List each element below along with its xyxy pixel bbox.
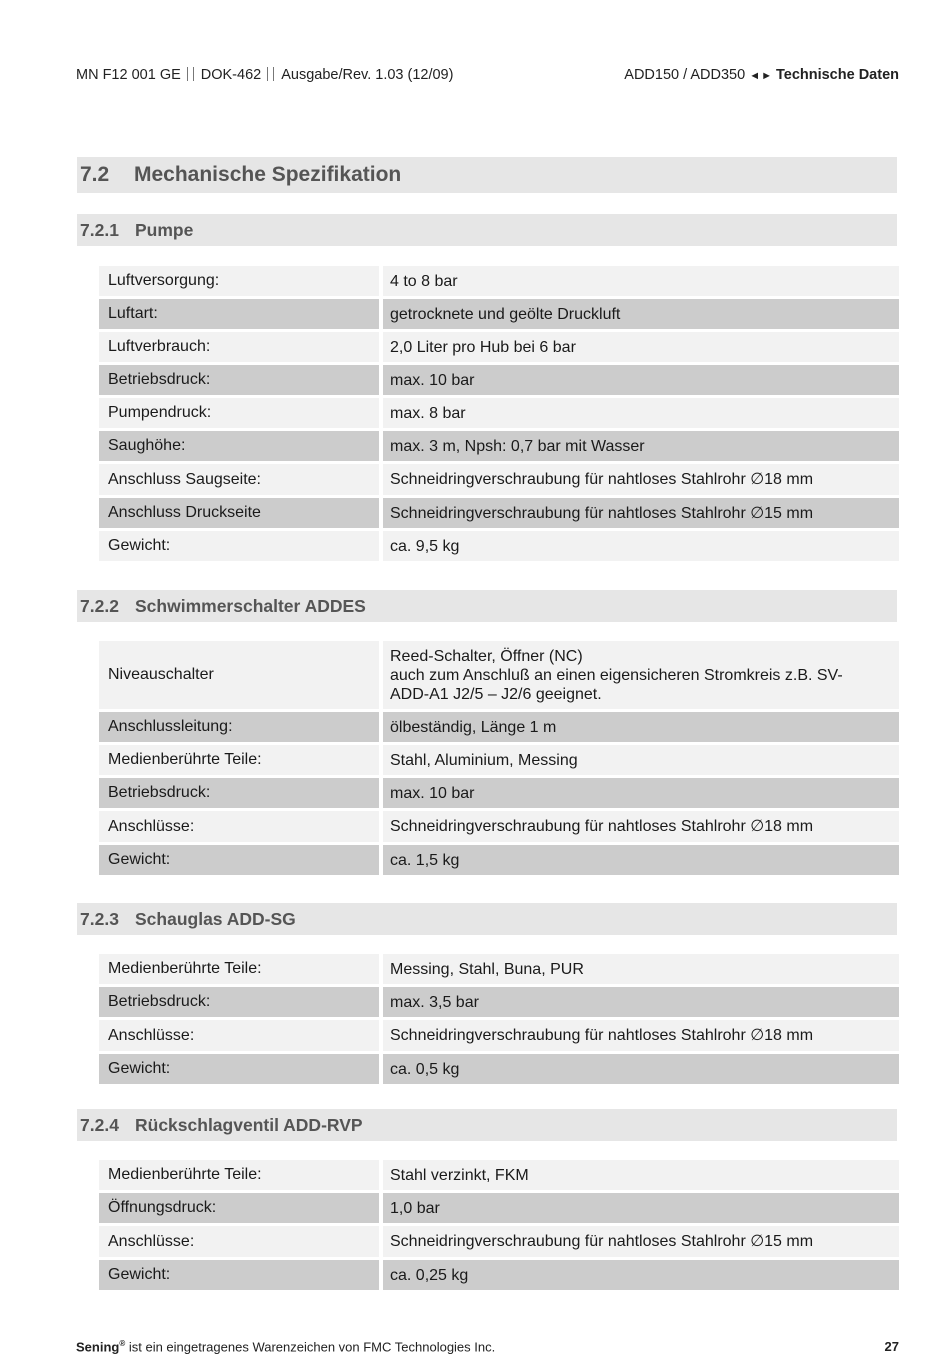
row-label: Luftart:: [99, 299, 379, 329]
row-value: max. 3 m, Npsh: 0,7 bar mit Wasser: [383, 431, 899, 461]
value-line: auch zum Anschluß an einen eigensicheren Stromkreis z.B. SV-: [390, 667, 843, 684]
header-section-info: [624, 67, 899, 83]
row-label: Gewicht:: [99, 1054, 379, 1084]
separator: [267, 67, 274, 81]
value-line: ADD-A1 J2/5 – J2/6 geeignet.: [390, 686, 602, 703]
main-heading: [77, 157, 897, 193]
row-label: Anschluss Saugseite:: [99, 464, 379, 495]
row-value: max. 10 bar: [383, 778, 899, 808]
heading-number: 7.2.2: [80, 595, 119, 616]
arrows-icon: ◄►: [749, 70, 773, 82]
heading-title: Rückschlagventil ADD-RVP: [135, 1114, 363, 1135]
row-value: Schneidringverschraubung für nahtloses Stahlrohr ∅18 mm: [383, 811, 899, 842]
row-value: Schneidringverschraubung für nahtloses Stahlrohr ∅18 mm: [383, 1020, 899, 1051]
section-heading-pumpe: [77, 214, 897, 246]
row-label: Saughöhe:: [99, 431, 379, 461]
row-value: [383, 641, 899, 709]
row-value: max. 3,5 bar: [383, 987, 899, 1017]
section-heading-rueckschlagventil: [77, 1109, 897, 1141]
doc-revision: Ausgabe/Rev. 1.03 (12/09): [281, 67, 454, 83]
table-row: [99, 954, 899, 984]
heading-number: 7.2.3: [80, 908, 119, 929]
row-label: Medienberührte Teile:: [99, 745, 379, 775]
row-value: 2,0 Liter pro Hub bei 6 bar: [383, 332, 899, 362]
row-label: Öffnungsdruck:: [99, 1193, 379, 1223]
table-row: [99, 266, 899, 296]
row-label: Gewicht:: [99, 1260, 379, 1290]
table-row: [99, 1160, 899, 1190]
heading-title: Pumpe: [135, 219, 194, 240]
row-label: Luftverbrauch:: [99, 332, 379, 362]
row-value: max. 8 bar: [383, 398, 899, 428]
header-doc-info: [76, 67, 453, 83]
row-label: Niveauschalter: [99, 641, 379, 709]
page-header: [76, 67, 899, 87]
row-label: Anschlüsse:: [99, 1020, 379, 1051]
registered-mark: ®: [119, 1339, 126, 1348]
table-row: [99, 431, 899, 461]
spec-table-schwimmerschalter: [99, 641, 899, 878]
row-label: Anschlüsse:: [99, 1226, 379, 1257]
table-row: [99, 365, 899, 395]
table-row: [99, 745, 899, 775]
row-value: max. 10 bar: [383, 365, 899, 395]
row-label: Gewicht:: [99, 531, 379, 561]
table-row: [99, 498, 899, 528]
doc-code: MN F12 001 GE: [76, 67, 181, 83]
section-heading-schwimmerschalter: [77, 590, 897, 622]
row-value: ca. 9,5 kg: [383, 531, 899, 561]
row-label: Gewicht:: [99, 845, 379, 875]
table-row: [99, 641, 899, 709]
row-label: Pumpendruck:: [99, 398, 379, 428]
row-value: Messing, Stahl, Buna, PUR: [383, 954, 899, 984]
table-row: [99, 398, 899, 428]
table-row: [99, 1054, 899, 1084]
row-label: Medienberührte Teile:: [99, 954, 379, 984]
table-row: [99, 531, 899, 561]
table-row: [99, 332, 899, 362]
page-footer: [76, 1339, 899, 1354]
heading-number: 7.2: [80, 163, 110, 186]
table-row: [99, 299, 899, 329]
row-value: ca. 1,5 kg: [383, 845, 899, 875]
row-label: Betriebsdruck:: [99, 365, 379, 395]
row-label: Luftversorgung:: [99, 266, 379, 296]
row-value: Schneidringverschraubung für nahtloses Stahlrohr ∅15 mm: [383, 1226, 899, 1257]
product-name: ADD150 / ADD350: [624, 67, 746, 83]
footer-text: ist ein eingetragenes Warenzeichen von FMC Technologies Inc.: [125, 1339, 496, 1355]
footer-brand: Sening: [76, 1339, 120, 1355]
row-label: Medienberührte Teile:: [99, 1160, 379, 1190]
heading-title: Schauglas ADD-SG: [135, 908, 296, 929]
heading-number: 7.2.4: [80, 1114, 119, 1135]
spec-table-pumpe: [99, 266, 899, 564]
table-row: [99, 811, 899, 842]
heading-title: Mechanische Spezifikation: [134, 163, 402, 186]
row-value: ca. 0,25 kg: [383, 1260, 899, 1290]
row-label: Betriebsdruck:: [99, 778, 379, 808]
row-value: 4 to 8 bar: [383, 266, 899, 296]
table-row: [99, 845, 899, 875]
row-value: 1,0 bar: [383, 1193, 899, 1223]
row-value: Schneidringverschraubung für nahtloses Stahlrohr ∅18 mm: [383, 464, 899, 495]
table-row: [99, 1193, 899, 1223]
row-value: Stahl verzinkt, FKM: [383, 1160, 899, 1190]
row-label: Anschlüsse:: [99, 811, 379, 842]
heading-title: Schwimmerschalter ADDES: [135, 595, 366, 616]
row-label: Anschluss Druckseite: [99, 498, 379, 528]
table-row: [99, 778, 899, 808]
row-value: getrocknete und geölte Druckluft: [383, 299, 899, 329]
header-section-name: Technische Daten: [775, 67, 899, 83]
row-value: ölbeständig, Länge 1 m: [383, 712, 899, 742]
table-row: [99, 1260, 899, 1290]
section-heading-schauglas: [77, 903, 897, 935]
table-row: [99, 1226, 899, 1257]
row-value: ca. 0,5 kg: [383, 1054, 899, 1084]
row-value: Stahl, Aluminium, Messing: [383, 745, 899, 775]
row-label: Betriebsdruck:: [99, 987, 379, 1017]
value-line: Reed-Schalter, Öffner (NC): [390, 648, 583, 665]
table-row: [99, 1020, 899, 1051]
row-value: Schneidringverschraubung für nahtloses Stahlrohr ∅15 mm: [383, 498, 899, 528]
spec-table-rueckschlagventil: [99, 1160, 899, 1293]
row-label: Anschlussleitung:: [99, 712, 379, 742]
table-row: [99, 712, 899, 742]
table-row: [99, 464, 899, 495]
page-number: 27: [884, 1339, 899, 1354]
doc-id: DOK-462: [200, 67, 262, 83]
separator: [187, 67, 194, 81]
heading-number: 7.2.1: [80, 219, 119, 240]
table-row: [99, 987, 899, 1017]
spec-table-schauglas: [99, 954, 899, 1087]
